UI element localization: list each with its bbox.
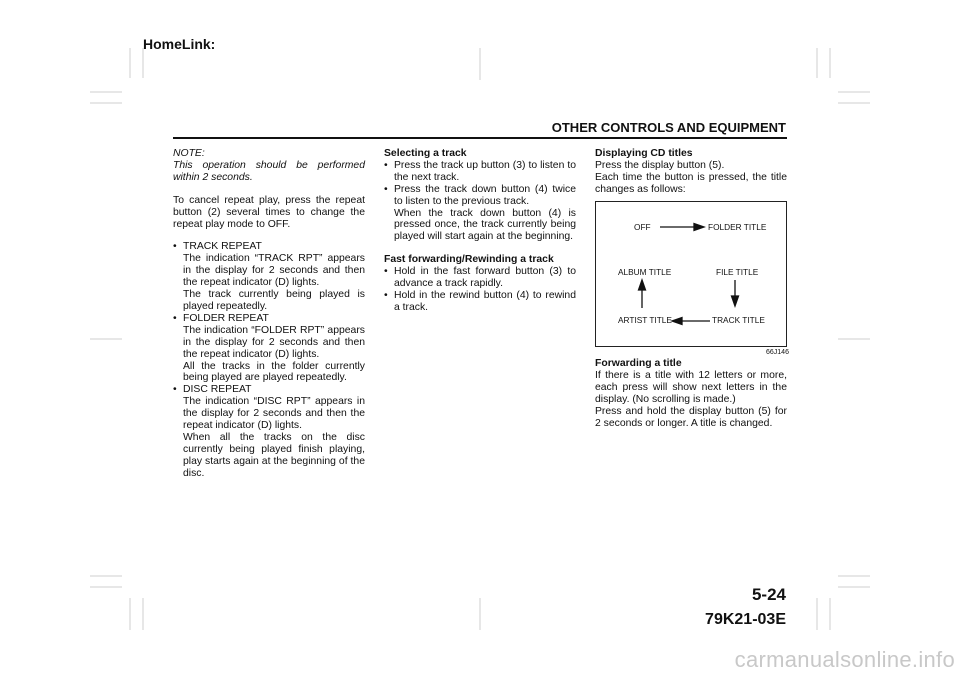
list-item: [384, 184, 576, 244]
item-text: The indication “DISC RPT” appears in the display for 2 seconds and then the repeat indicator (D) lights.: [183, 396, 365, 432]
item-text: Press the track up button (3) to listen to the next track.: [394, 159, 576, 183]
bullet-icon: •: [173, 312, 177, 324]
note-label: NOTE:: [173, 148, 205, 159]
fast-forward-heading: Fast forwarding/Rewinding a track: [384, 254, 554, 266]
item-text: Press the track down button (4) twice to listen to the previous track.: [394, 183, 576, 207]
list-item: [384, 266, 576, 290]
forward-text: Press and hold the display button (5) for 2 seconds or longer. A title is changed.: [595, 405, 787, 429]
label-file-title: FILE TITLE: [716, 267, 759, 277]
select-track-heading: Selecting a track: [384, 148, 467, 159]
item-text: When all the tracks on the disc currently being played finish playing, play starts again at the beginning of the disc.: [183, 431, 365, 479]
column-cd-titles: [595, 148, 787, 196]
display-text: Each time the button is pressed, the title changes as follows:: [595, 171, 787, 195]
item-text: The indication “FOLDER RPT” appears in the display for 2 seconds and then the repeat indicator (D) lights.: [183, 324, 365, 360]
bullet-icon: •: [384, 183, 388, 195]
item-text: The indication “TRACK RPT” appears in the display for 2 seconds and then the repeat indicator (D) lights.: [183, 253, 365, 289]
section-title: OTHER CONTROLS AND EQUIPMENT: [551, 120, 786, 135]
label-artist-title: ARTIST TITLE: [618, 315, 672, 325]
figure-caption: 66J146: [766, 349, 789, 356]
list-item: [384, 160, 576, 184]
column-repeat: [173, 148, 365, 480]
column-forward-title: [595, 358, 787, 429]
column-track: [384, 148, 576, 314]
document-code: 79K21-03E: [705, 611, 786, 628]
bullet-icon: •: [173, 241, 177, 253]
forward-text: If there is a title with 12 letters or more, each press will show next letters in the display. (No scrolling is made.): [595, 369, 787, 405]
list-item: [384, 290, 576, 314]
item-text: All the tracks in the folder currently being played are played repeatedly.: [183, 360, 365, 384]
forward-title-heading: Forwarding a title: [595, 358, 682, 369]
display-text: Press the display button (5).: [595, 159, 725, 171]
list-item: [173, 313, 365, 384]
label-off: OFF: [634, 222, 651, 232]
item-title: DISC REPEAT: [183, 384, 252, 396]
note-text: This operation should be performed within 2 seconds.: [173, 159, 365, 183]
label-album-title: ALBUM TITLE: [618, 267, 672, 277]
item-text: Hold in the fast forward button (3) to advance a track rapidly.: [394, 266, 576, 290]
item-text: Hold in the rewind button (4) to rewind a track.: [394, 289, 576, 313]
cancel-repeat-text: To cancel repeat play, press the repeat button (2) several times to change the repeat play mode to OFF.: [173, 194, 365, 230]
bullet-icon: •: [173, 384, 177, 396]
list-item: [173, 241, 365, 312]
item-title: TRACK REPEAT: [183, 241, 262, 253]
bullet-icon: •: [384, 289, 388, 301]
watermark: carmanualsonline.info: [734, 647, 955, 672]
item-title: FOLDER REPEAT: [183, 312, 269, 324]
item-text: When the track down button (4) is pressed once, the track currently being played will start again at the beginning.: [394, 207, 576, 243]
title-cycle-diagram: [595, 201, 787, 347]
list-item: [173, 384, 365, 479]
header-rule: [173, 137, 787, 139]
page-number: 5-24: [751, 585, 786, 604]
label-folder-title: FOLDER TITLE: [708, 222, 767, 232]
bullet-icon: •: [384, 266, 388, 278]
display-titles-heading: Displaying CD titles: [595, 148, 693, 159]
item-text: The track currently being played is played repeatedly.: [183, 289, 365, 312]
bullet-icon: •: [384, 159, 388, 171]
running-head: HomeLink:: [143, 36, 216, 52]
label-track-title: TRACK TITLE: [712, 315, 765, 325]
